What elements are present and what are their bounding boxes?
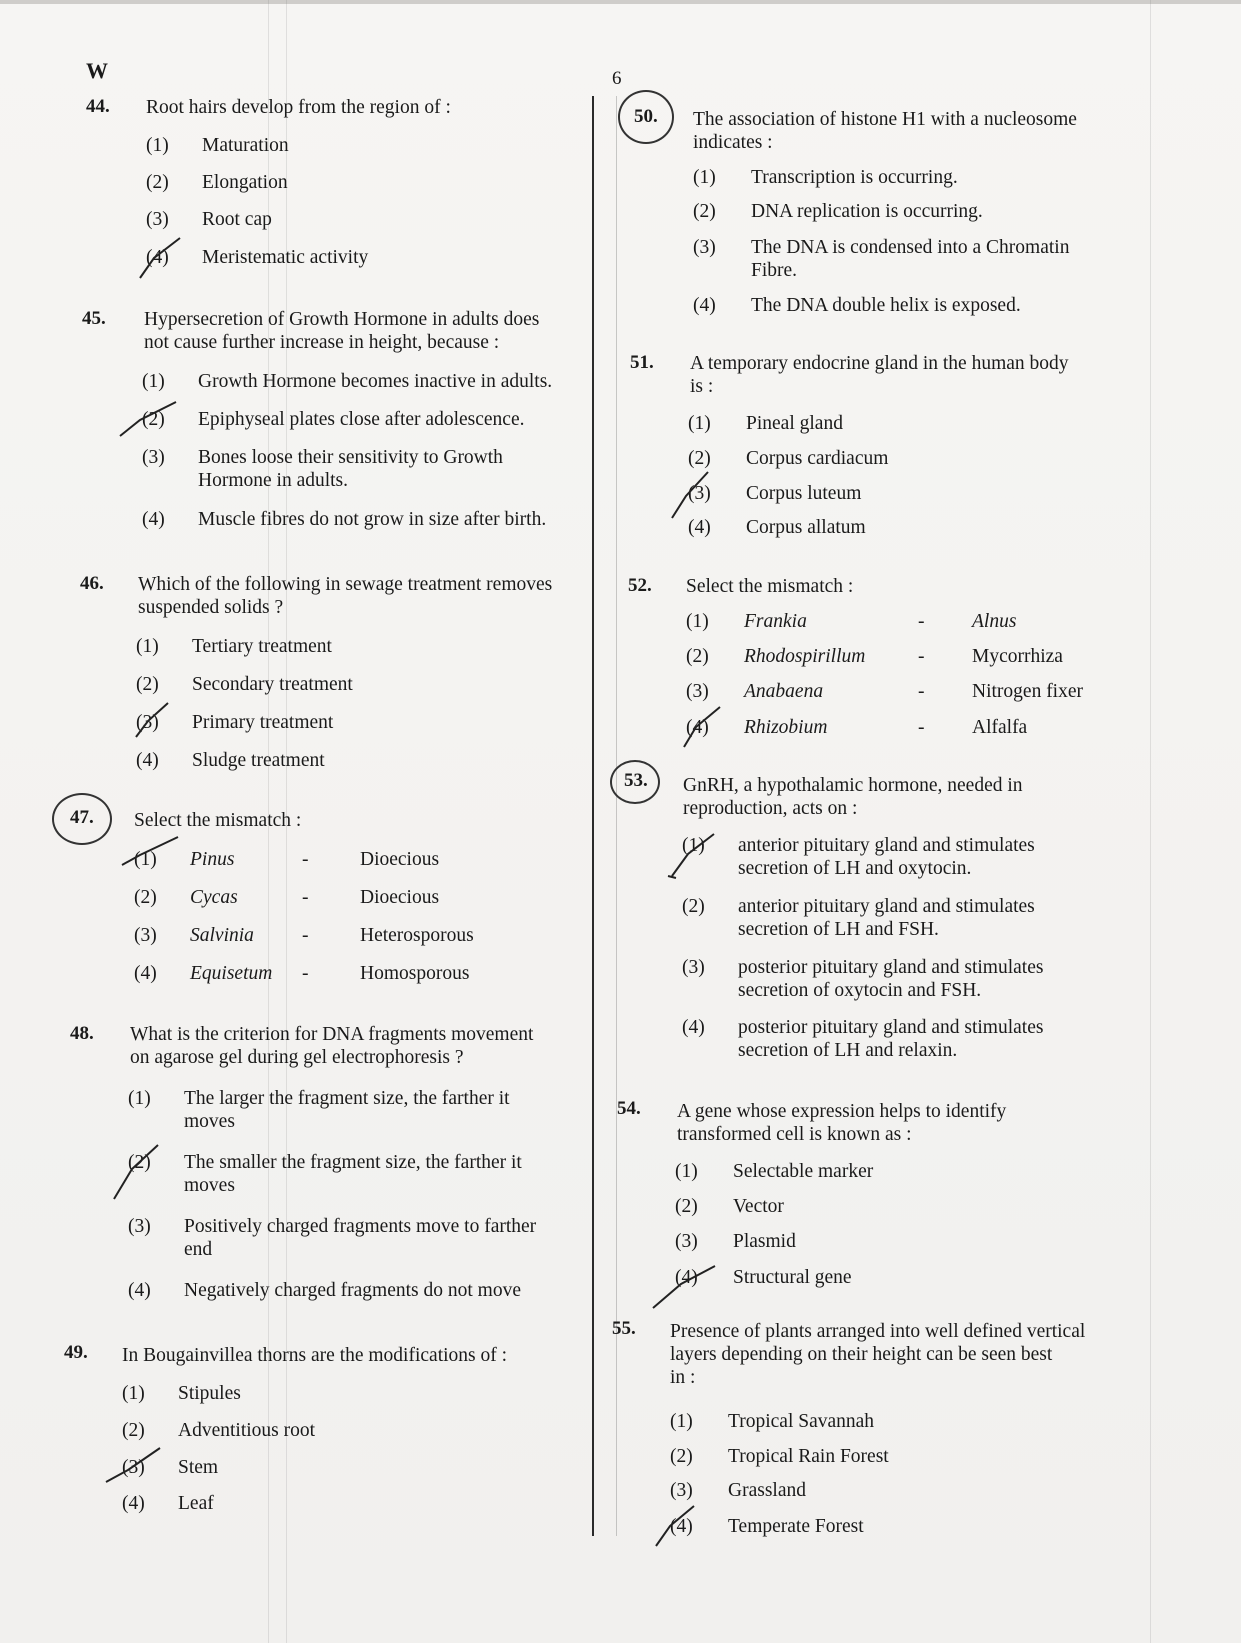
question-stem-line: is : (690, 376, 714, 397)
match-term: Rhodospirillum (744, 646, 866, 667)
option-text-line: Positively charged fragments move to farther (184, 1216, 537, 1237)
option-text: Primary treatment (192, 712, 334, 733)
handwritten-tick-icon (136, 236, 184, 282)
option-text: Vector (733, 1196, 784, 1217)
option-text: The DNA double helix is exposed. (751, 295, 1021, 316)
option-number: (2) (136, 674, 159, 695)
option-text: Epiphyseal plates close after adolescence. (198, 409, 525, 430)
option-number: (1) (686, 611, 709, 632)
handwritten-tick-icon (651, 1264, 719, 1310)
match-dash: - (302, 887, 309, 908)
match-row-3[interactable] (134, 925, 584, 951)
question-number: 49. (64, 1342, 88, 1363)
question-52 (628, 575, 1158, 745)
option-text: Pineal gland (746, 413, 843, 434)
question-stem (677, 1100, 1006, 1146)
option-number: (3) (670, 1480, 693, 1501)
question-stem (690, 352, 1069, 398)
option-number: (2) (693, 201, 716, 222)
match-value: Homosporous (360, 963, 470, 984)
question-54 (617, 1098, 1157, 1298)
option-number: (4) (688, 517, 711, 538)
option-text-line: The larger the fragment size, the farther it (184, 1088, 510, 1109)
option-text (198, 446, 503, 492)
column-divider (592, 96, 594, 1536)
option-number: (1) (142, 371, 165, 392)
option-number: (2) (142, 409, 165, 430)
option-number: (2) (122, 1420, 145, 1441)
handwritten-tick-icon (104, 1446, 164, 1486)
option-text (738, 1016, 1043, 1062)
option-text-line: secretion of LH and FSH. (738, 919, 939, 940)
option-text: Stipules (178, 1383, 241, 1404)
option-number: (1) (693, 167, 716, 188)
option-text-line: secretion of LH and relaxin. (738, 1040, 958, 1061)
option-number: (1) (675, 1161, 698, 1182)
option-text: Grassland (728, 1480, 806, 1501)
option-text: Root cap (202, 209, 272, 230)
option-text: Corpus allatum (746, 517, 866, 538)
option-text-line: posterior pituitary gland and stimulates (738, 957, 1044, 978)
option-number: (2) (686, 646, 709, 667)
option-text: Transcription is occurring. (751, 167, 958, 188)
question-number: 45. (82, 308, 106, 329)
option-number: (3) (675, 1231, 698, 1252)
handwritten-tick-icon (118, 400, 180, 440)
option-text (738, 956, 1043, 1002)
question-stem-line: indicates : (693, 132, 773, 153)
question-45 (82, 308, 587, 538)
page-number: 6 (612, 68, 622, 89)
match-row-1[interactable] (686, 611, 1156, 637)
question-stem-line: reproduction, acts on : (683, 798, 858, 819)
option-number: (4) (128, 1280, 151, 1301)
match-value: Mycorrhiza (972, 646, 1063, 667)
match-term: Cycas (190, 887, 238, 908)
option-number: (2) (682, 896, 705, 917)
match-row-2[interactable] (686, 646, 1156, 672)
option-number: (4) (142, 509, 165, 530)
handwritten-tick-icon (668, 470, 712, 522)
option-text: Structural gene (733, 1267, 852, 1288)
option-number: (2) (688, 448, 711, 469)
question-stem-line: GnRH, a hypothalamic hormone, needed in (683, 775, 1023, 796)
question-number: 50. (634, 106, 658, 127)
question-number: 48. (70, 1023, 94, 1044)
option-text: Tertiary treatment (192, 636, 332, 657)
question-stem-line: Which of the following in sewage treatment removes (138, 574, 553, 595)
option-text-line: secretion of LH and oxytocin. (738, 858, 972, 879)
option-text-line: end (184, 1239, 213, 1260)
option-number: (3) (122, 1457, 145, 1478)
match-value: Dioecious (360, 887, 440, 908)
match-term: Anabaena (744, 681, 824, 702)
option-number: (3) (693, 237, 716, 258)
match-row-4[interactable] (686, 717, 1156, 743)
option-number: (3) (134, 925, 157, 946)
option-number: (4) (675, 1267, 698, 1288)
option-text: Muscle fibres do not grow in size after birth. (198, 509, 547, 530)
match-row-2[interactable] (134, 887, 584, 913)
option-text: Plasmid (733, 1231, 796, 1252)
option-text: Secondary treatment (192, 674, 353, 695)
option-text: Stem (178, 1457, 219, 1478)
match-value: Alfalfa (972, 717, 1028, 738)
option-number: (2) (146, 172, 169, 193)
option-number: (1) (128, 1088, 151, 1109)
question-47 (56, 797, 586, 997)
question-number: 44. (86, 96, 110, 117)
question-stem-line: transformed cell is known as : (677, 1124, 912, 1145)
option-text-line: moves (184, 1175, 235, 1196)
option-text-line: anterior pituitary gland and stimulates (738, 835, 1035, 856)
match-dash: - (918, 717, 925, 738)
question-stem-line: A gene whose expression helps to identify (677, 1101, 1007, 1122)
option-text: Temperate Forest (728, 1516, 864, 1537)
question-stem-line: What is the criterion for DNA fragments movement (130, 1024, 534, 1045)
option-number: (4) (146, 247, 169, 268)
option-number: (3) (136, 712, 159, 733)
option-number: (1) (122, 1383, 145, 1404)
question-stem (144, 308, 539, 354)
question-number: 52. (628, 575, 652, 596)
option-number: (1) (670, 1411, 693, 1432)
question-stem-line: A temporary endocrine gland in the human body (690, 353, 1069, 374)
question-55 (612, 1318, 1157, 1548)
option-text: Corpus cardiacum (746, 448, 889, 469)
question-number: 47. (70, 807, 94, 828)
question-number: 55. (612, 1318, 636, 1339)
option-number: (4) (670, 1516, 693, 1537)
option-number: (2) (675, 1196, 698, 1217)
option-text (184, 1087, 510, 1133)
match-term: Rhizobium (744, 717, 828, 738)
option-number: (1) (134, 849, 157, 870)
option-text-line: anterior pituitary gland and stimulates (738, 896, 1035, 917)
option-number: (4) (136, 750, 159, 771)
match-dash: - (302, 925, 309, 946)
match-dash: - (918, 646, 925, 667)
option-text: Meristematic activity (202, 247, 369, 268)
question-stem-line: layers depending on their height can be seen best (670, 1344, 1053, 1365)
question-stem: In Bougainvillea thorns are the modifications of : (122, 1345, 508, 1366)
match-term: Pinus (190, 849, 235, 870)
option-text (184, 1151, 522, 1197)
option-number: (1) (688, 413, 711, 434)
handwritten-tick-icon (666, 832, 718, 882)
question-stem (130, 1023, 533, 1069)
question-stem-line: The association of histone H1 with a nucleosome (693, 109, 1077, 130)
match-dash: - (302, 963, 309, 984)
option-number: (2) (670, 1446, 693, 1467)
match-term: Equisetum (190, 963, 273, 984)
question-stem-line: Presence of plants arranged into well defined vertical (670, 1321, 1086, 1342)
option-text-line: Hormone in adults. (198, 470, 349, 491)
match-term: Salvinia (190, 925, 254, 946)
option-text (738, 895, 1035, 941)
option-text: DNA replication is occurring. (751, 201, 983, 222)
option-text: Growth Hormone becomes inactive in adults. (198, 371, 553, 392)
option-number: (3) (682, 957, 705, 978)
option-text: Tropical Rain Forest (728, 1446, 889, 1467)
question-number: 54. (617, 1098, 641, 1119)
option-number: (4) (686, 717, 709, 738)
option-text-line: posterior pituitary gland and stimulates (738, 1017, 1044, 1038)
question-53 (610, 762, 1150, 1062)
option-text: Tropical Savannah (728, 1411, 875, 1432)
question-stem (670, 1320, 1085, 1389)
question-number: 51. (630, 352, 654, 373)
match-term: Frankia (744, 611, 807, 632)
match-dash: - (918, 681, 925, 702)
option-text-line: The smaller the fragment size, the farther it (184, 1152, 522, 1173)
series-code: W (86, 58, 108, 83)
option-text: Elongation (202, 172, 288, 193)
option-number: (3) (142, 447, 165, 468)
option-number: (4) (693, 295, 716, 316)
question-number: 46. (80, 573, 104, 594)
question-stem (138, 573, 552, 619)
option-text (751, 236, 1069, 282)
top-edge-shadow (0, 0, 1241, 4)
handwritten-tick-icon (654, 1504, 698, 1548)
option-number: (3) (686, 681, 709, 702)
question-46 (80, 573, 585, 773)
handwritten-tick-icon (678, 705, 724, 749)
match-value: Alnus (972, 611, 1017, 632)
question-stem (683, 774, 1023, 820)
option-text: Sludge treatment (192, 750, 325, 771)
option-number: (4) (122, 1493, 145, 1514)
question-51 (630, 352, 1160, 542)
option-number: (3) (146, 209, 169, 230)
option-text-line: moves (184, 1111, 235, 1132)
option-text: Maturation (202, 135, 289, 156)
option-text-line: The DNA is condensed into a Chromatin (751, 237, 1070, 258)
option-text-line: secretion of oxytocin and FSH. (738, 980, 982, 1001)
option-number: (4) (682, 1017, 705, 1038)
option-text: Leaf (178, 1493, 214, 1514)
match-value: Heterosporous (360, 925, 474, 946)
question-stem-line: not cause further increase in height, because : (144, 332, 500, 353)
option-text-line: Fibre. (751, 260, 798, 281)
option-text (184, 1215, 536, 1261)
question-stem-line: on agarose gel during gel electrophoresis ? (130, 1047, 464, 1068)
question-stem: Select the mismatch : (134, 810, 302, 831)
match-dash: - (302, 849, 309, 870)
handwritten-tick-icon (132, 701, 172, 741)
option-text-line: Bones loose their sensitivity to Growth (198, 447, 503, 468)
question-stem-line: Hypersecretion of Growth Hormone in adults does (144, 309, 540, 330)
option-number: (2) (134, 887, 157, 908)
option-text (738, 834, 1035, 880)
question-stem-line: in : (670, 1367, 696, 1388)
match-value: Dioecious (360, 849, 440, 870)
handwritten-tick-icon (110, 1143, 162, 1203)
question-44 (86, 96, 586, 286)
match-row-3[interactable] (686, 681, 1156, 707)
question-stem-line: suspended solids ? (138, 597, 284, 618)
option-number: (3) (128, 1216, 151, 1237)
option-text: Corpus luteum (746, 483, 862, 504)
question-48 (70, 1023, 590, 1313)
option-text: Negatively charged fragments do not move (184, 1280, 521, 1301)
match-row-1[interactable] (134, 849, 584, 875)
option-text: Selectable marker (733, 1161, 874, 1182)
question-stem (693, 108, 1077, 154)
question-50 (620, 96, 1160, 326)
option-number: (1) (136, 636, 159, 657)
question-number: 53. (624, 770, 648, 791)
question-stem: Root hairs develop from the region of : (146, 97, 451, 118)
match-value: Nitrogen fixer (972, 681, 1084, 702)
match-dash: - (918, 611, 925, 632)
option-number: (2) (128, 1152, 151, 1173)
handwritten-tick-icon (120, 835, 182, 871)
option-text: Adventitious root (178, 1420, 316, 1441)
option-number: (3) (688, 483, 711, 504)
option-number: (1) (146, 135, 169, 156)
match-row-4[interactable] (134, 963, 584, 989)
question-stem: Select the mismatch : (686, 576, 854, 597)
option-number: (4) (134, 963, 157, 984)
question-49 (64, 1342, 584, 1522)
option-number: (1) (682, 835, 705, 856)
